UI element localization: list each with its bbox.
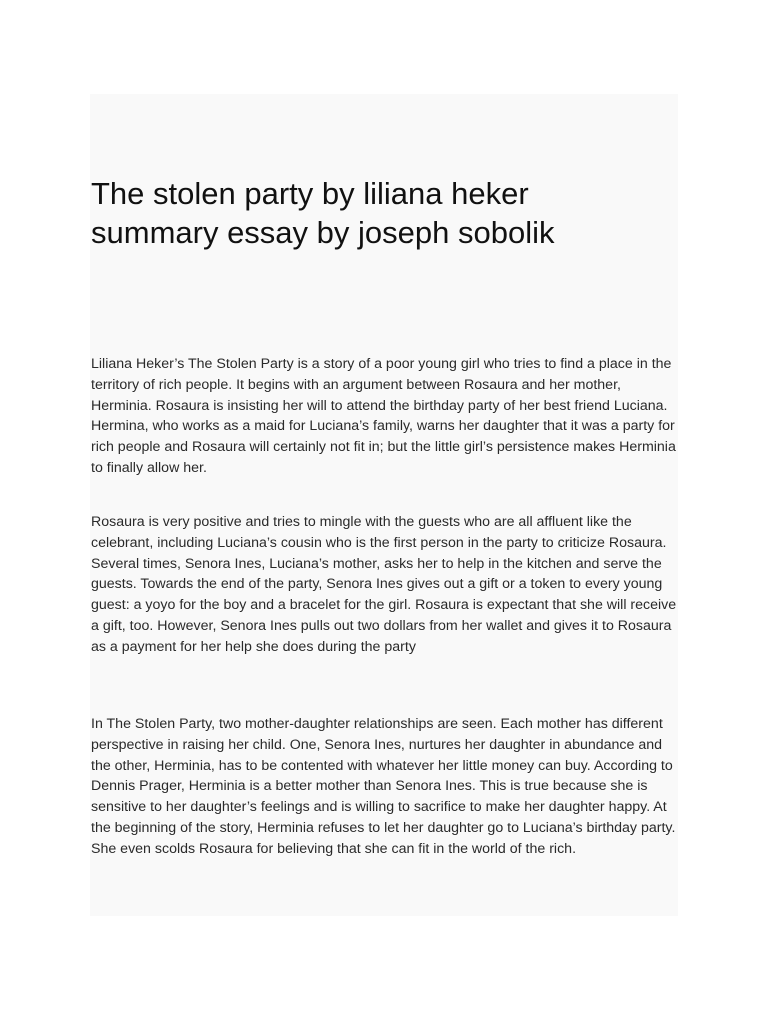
title-line-2: summary essay by joseph sobolik	[91, 215, 555, 250]
document-page	[90, 94, 678, 916]
paragraph-text: Liliana Heker’s The Stolen Party is a story of a poor young girl who tries to find a place in the territory of rich people. It begins with an argument between Rosaura and her mother, Herminia. Rosaura is insisting her will to attend the birthday party of her best friend Luciana. Hermina, who works as a maid for Luciana’s family, warns her daughter that it was a party for rich people and Rosaura will certainly not fit in; but the little girl’s persistence makes Herminia to finally allow her.	[91, 356, 676, 476]
paragraph-text: In The Stolen Party, two mother-daughter relationships are seen. Each mother has different perspective in raising her child. One, Senora Ines, nurtures her daughter in abundance and the other, Herminia, has to be contented with whatever her little money can buy. According to Dennis Prager, Herminia is a better mother than Senora Ines. This is true because she is sensitive to her daughter’s feelings and is willing to sacrifice to make her daughter happy. At the beginning of the story, Herminia refuses to let her daughter go to Luciana’s birthday party. She even scolds Rosaura for believing that she can fit in the world of the rich.	[91, 716, 676, 857]
paragraph-3	[91, 714, 679, 860]
paragraph-1	[91, 354, 679, 479]
document-title	[91, 174, 671, 252]
paragraph-2	[91, 512, 679, 658]
title-line-1: The stolen party by liliana heker	[91, 176, 529, 211]
paragraph-text: Rosaura is very positive and tries to mingle with the guests who are all affluent like the celebrant, including Luciana’s cousin who is the first person in the party to criticize Rosaura. Several times, Senora Ines, Luciana’s mother, asks her to help in the kitchen and serve the guests. Towards the end of the party, Senora Ines gives out a gift or a token to every young guest: a yoyo for the boy and a bracelet for the girl. Rosaura is expectant that she will receive a gift, too. However, Senora Ines pulls out two dollars from her wallet and gives it to Rosaura as a payment for her help she does during the party	[91, 514, 677, 655]
